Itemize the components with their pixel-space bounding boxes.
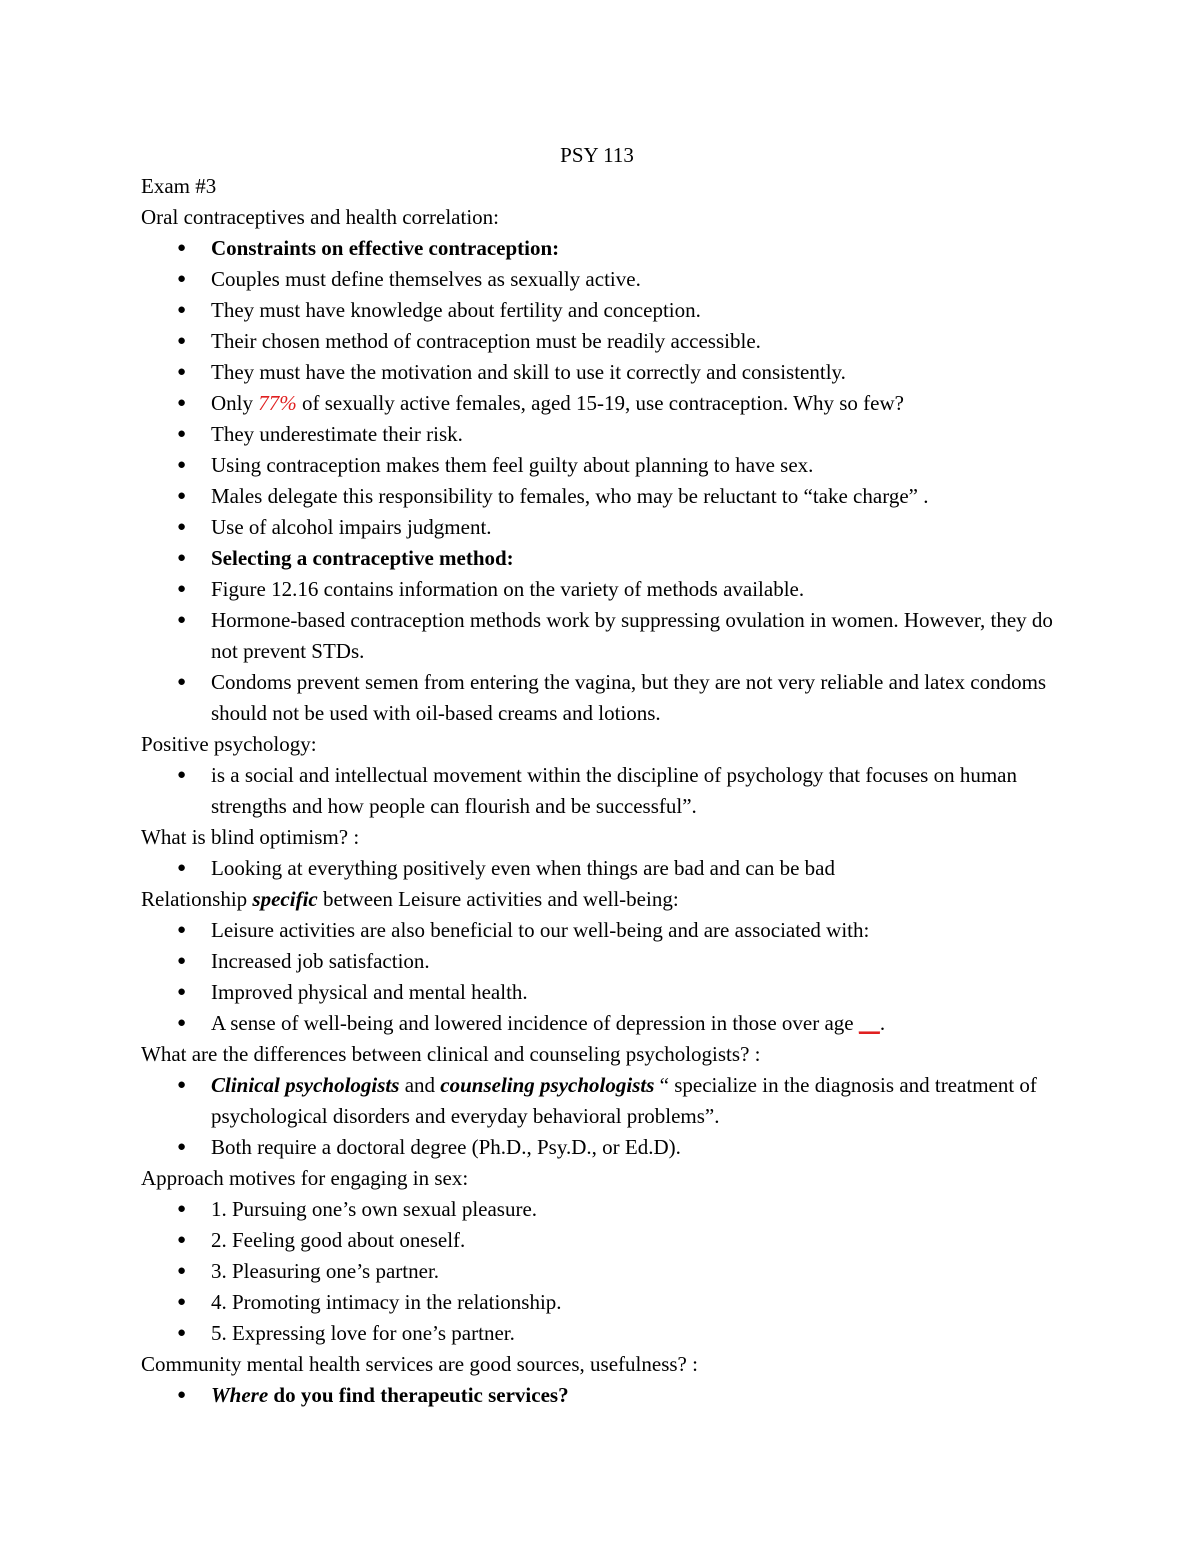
list-item-text: Constraints on effective contraception: xyxy=(211,236,560,260)
list-item-text: 4. Promoting intimacy in the relationship. xyxy=(211,1290,562,1314)
section-heading: Positive psychology: xyxy=(141,732,317,756)
bullet-list xyxy=(141,233,1081,729)
section-heading: What are the differences between clinical and counseling psychologists? : xyxy=(141,1042,761,1066)
bullet-list xyxy=(141,853,1081,884)
list-item xyxy=(141,419,1081,450)
section-heading: What is blind optimism? : xyxy=(141,825,360,849)
list-item-text: Improved physical and mental health. xyxy=(211,980,528,1004)
list-item xyxy=(141,1070,1081,1132)
bullet-icon: ● xyxy=(177,550,187,566)
bullet-icon: ● xyxy=(177,953,187,969)
list-item-text: Their chosen method of contraception must be readily accessible. xyxy=(211,329,761,353)
bullet-list xyxy=(141,1380,1081,1411)
bullet-icon: ● xyxy=(177,240,187,256)
list-item-text: Only 77% of sexually active females, aged 15-19, use contraception. Why so few? xyxy=(211,391,904,415)
list-item-text: Leisure activities are also beneficial to our well-being and are associated with: xyxy=(211,918,870,942)
bullet-icon: ● xyxy=(177,1015,187,1031)
list-item xyxy=(141,1132,1081,1163)
list-item-text: 5. Expressing love for one’s partner. xyxy=(211,1321,515,1345)
bullet-icon: ● xyxy=(177,271,187,287)
bullet-icon: ● xyxy=(177,922,187,938)
bullet-list xyxy=(141,760,1081,822)
document-body xyxy=(141,171,1081,1411)
list-item xyxy=(141,667,1081,729)
bullet-icon: ● xyxy=(177,302,187,318)
bullet-icon: ● xyxy=(177,1263,187,1279)
exam-label: Exam #3 xyxy=(141,174,217,198)
list-item-text: They underestimate their risk. xyxy=(211,422,463,446)
list-item-text: 3. Pleasuring one’s partner. xyxy=(211,1259,440,1283)
section-heading: Approach motives for engaging in sex: xyxy=(141,1166,469,1190)
bullet-icon: ● xyxy=(177,426,187,442)
list-item-text: Couples must define themselves as sexually active. xyxy=(211,267,641,291)
list-item xyxy=(141,233,1081,264)
list-item-text: Condoms prevent semen from entering the vagina, but they are not very reliable and latex condoms should not be used with oil-based creams and lotions. xyxy=(211,670,1047,725)
list-item-text: Using contraception makes them feel guilty about planning to have sex. xyxy=(211,453,814,477)
bullet-icon: ● xyxy=(177,1077,187,1093)
list-item-text: Where do you find therapeutic services? xyxy=(211,1383,569,1407)
list-item-text: They must have the motivation and skill to use it correctly and consistently. xyxy=(211,360,846,384)
list-item xyxy=(141,977,1081,1008)
list-item xyxy=(141,512,1081,543)
list-item-text: They must have knowledge about fertility and conception. xyxy=(211,298,701,322)
list-item-text: Increased job satisfaction. xyxy=(211,949,430,973)
list-item xyxy=(141,605,1081,667)
bullet-icon: ● xyxy=(177,519,187,535)
list-item-text: Both require a doctoral degree (Ph.D., Psy.D., or Ed.D). xyxy=(211,1135,681,1159)
list-item xyxy=(141,853,1081,884)
bullet-icon: ● xyxy=(177,984,187,1000)
bullet-icon: ● xyxy=(177,488,187,504)
sections-container xyxy=(141,202,1081,1411)
list-item-text: Looking at everything positively even when things are bad and can be bad xyxy=(211,856,835,880)
bullet-icon: ● xyxy=(177,1201,187,1217)
list-item-text: Use of alcohol impairs judgment. xyxy=(211,515,492,539)
bullet-icon: ● xyxy=(177,1232,187,1248)
bullet-icon: ● xyxy=(177,674,187,690)
bullet-icon: ● xyxy=(177,612,187,628)
bullet-icon: ● xyxy=(177,1294,187,1310)
bullet-icon: ● xyxy=(177,364,187,380)
list-item xyxy=(141,1287,1081,1318)
list-item xyxy=(141,326,1081,357)
bullet-icon: ● xyxy=(177,581,187,597)
bullet-icon: ● xyxy=(177,767,187,783)
bullet-icon: ● xyxy=(177,395,187,411)
list-item xyxy=(141,1318,1081,1349)
bullet-icon: ● xyxy=(177,333,187,349)
list-item xyxy=(141,1380,1081,1411)
bullet-icon: ● xyxy=(177,457,187,473)
list-item-text: Males delegate this responsibility to females, who may be reluctant to “take charge” . xyxy=(211,484,929,508)
list-item-text: 2. Feeling good about oneself. xyxy=(211,1228,466,1252)
bullet-list xyxy=(141,915,1081,1039)
section-heading: Oral contraceptives and health correlation: xyxy=(141,205,500,229)
list-item xyxy=(141,1194,1081,1225)
list-item xyxy=(141,450,1081,481)
list-item xyxy=(141,543,1081,574)
list-item xyxy=(141,1225,1081,1256)
list-item-text: Clinical psychologists and counseling psychologists “ specialize in the diagnosis and treatment of psychological disorders and everyday behavioral problems”. xyxy=(211,1073,1037,1128)
list-item-text: Selecting a contraceptive method: xyxy=(211,546,514,570)
list-item-text: A sense of well-being and lowered incidence of depression in those over age __. xyxy=(211,1011,886,1035)
list-item xyxy=(141,264,1081,295)
list-item-text: Hormone-based contraception methods work by suppressing ovulation in women. However, they do not prevent STDs. xyxy=(211,608,1053,663)
list-item-text: 1. Pursuing one’s own sexual pleasure. xyxy=(211,1197,538,1221)
list-item xyxy=(141,946,1081,977)
bullet-icon: ● xyxy=(177,1139,187,1155)
list-item xyxy=(141,295,1081,326)
list-item xyxy=(141,357,1081,388)
bullet-icon: ● xyxy=(177,860,187,876)
bullet-list xyxy=(141,1070,1081,1163)
bullet-list xyxy=(141,1194,1081,1349)
list-item xyxy=(141,1008,1081,1039)
list-item xyxy=(141,388,1081,419)
bullet-icon: ● xyxy=(177,1387,187,1403)
list-item-text: Figure 12.16 contains information on the variety of methods available. xyxy=(211,577,805,601)
section-heading: Community mental health services are good sources, usefulness? : xyxy=(141,1352,698,1376)
document-title: PSY 113 xyxy=(560,143,634,167)
list-item xyxy=(141,574,1081,605)
list-item xyxy=(141,481,1081,512)
list-item-text: is a social and intellectual movement within the discipline of psychology that focuses on human strengths and how people can flourish and be successful”. xyxy=(211,763,1017,818)
list-item xyxy=(141,915,1081,946)
list-item xyxy=(141,760,1081,822)
section-heading: Relationship specific between Leisure activities and well-being: xyxy=(141,887,679,911)
list-item xyxy=(141,1256,1081,1287)
bullet-icon: ● xyxy=(177,1325,187,1341)
